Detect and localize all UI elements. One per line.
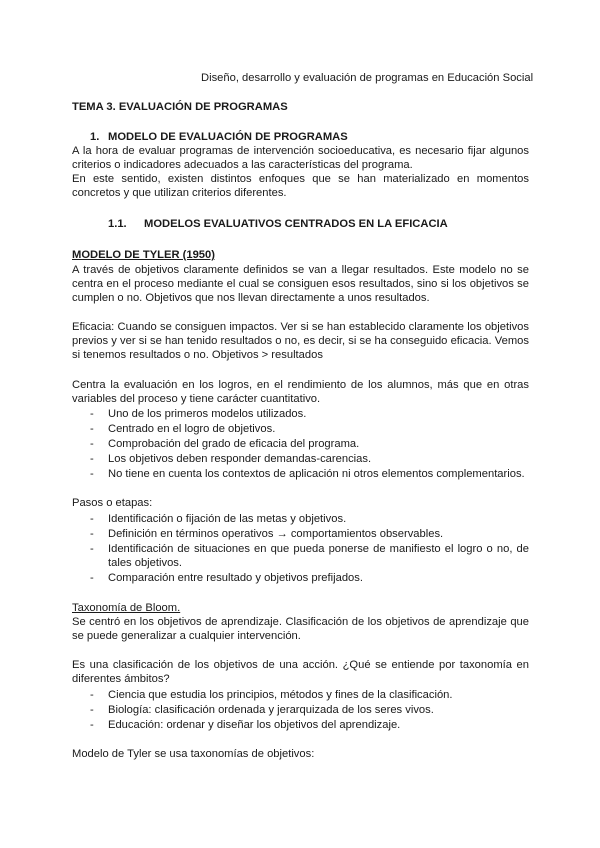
running-header: Diseño, desarrollo y evaluación de programas en Educación Social bbox=[201, 72, 534, 84]
list-item: Los objetivos deben responder demandas-carencias. bbox=[108, 453, 372, 465]
list-item: Biología: clasificación ordenada y jerarquizada de los seres vivos. bbox=[108, 704, 434, 716]
bullet-dash: - bbox=[90, 453, 94, 465]
eficacia-line2: previos y ver si se han tenido resultados o no, es decir, si se ha conseguido eficacia. Vemos bbox=[72, 335, 529, 347]
list-item: No tiene en cuenta los contextos de aplicación ni otros elementos complementarios. bbox=[108, 468, 525, 480]
tyler-intro-line1: A través de objetivos claramente definidos se van a llegar resultados. Este modelo no se bbox=[72, 264, 529, 276]
pasos-title: Pasos o etapas: bbox=[72, 497, 153, 509]
subsection-number: 1.1. bbox=[108, 218, 127, 230]
section-1-number: 1. bbox=[90, 131, 100, 143]
list-item: Ciencia que estudia los principios, métodos y fines de la clasificación. bbox=[108, 689, 453, 701]
list-item-continuation: tales objetivos. bbox=[108, 557, 183, 569]
list-item: Identificación de situaciones en que pueda ponerse de manifiesto el logro o no, de bbox=[108, 543, 529, 555]
tema-title: TEMA 3. EVALUACIÓN DE PROGRAMAS bbox=[72, 101, 288, 113]
list-item: Comprobación del grado de eficacia del programa. bbox=[108, 438, 360, 450]
bloom-title: Taxonomía de Bloom. bbox=[72, 602, 181, 614]
section-1-para1-line2: criterios o indicadores adecuados a las características del programa. bbox=[72, 159, 413, 171]
eficacia-line3: si tenemos resultados o no. Objetivos > resultados bbox=[72, 349, 323, 361]
list-item: Identificación o fijación de las metas y objetivos. bbox=[108, 513, 347, 525]
list-item: Definición en términos operativos → comportamientos observables. bbox=[108, 528, 444, 540]
tyler-title: MODELO DE TYLER (1950) bbox=[72, 249, 215, 261]
bullet-dash: - bbox=[90, 408, 94, 420]
eficacia-line1: Eficacia: Cuando se consiguen impactos. Ver si se han establecido claramente los objetivos bbox=[72, 321, 529, 333]
bullet-dash: - bbox=[90, 468, 94, 480]
bullet-dash: - bbox=[90, 572, 94, 584]
bullet-dash: - bbox=[90, 719, 94, 731]
section-1-para2-line2: concretos y que utilizan criterios diferentes. bbox=[72, 187, 287, 199]
bullet-dash: - bbox=[90, 438, 94, 450]
section-1-para2-line1: En este sentido, existen distintos enfoques que se han materializado en momentos bbox=[72, 173, 529, 185]
list-item: Educación: ordenar y diseñar los objetivos del aprendizaje. bbox=[108, 719, 401, 731]
section-1-title: MODELO DE EVALUACIÓN DE PROGRAMAS bbox=[108, 131, 348, 143]
list-item: Uno de los primeros modelos utilizados. bbox=[108, 408, 307, 420]
tyler-intro-line3: cumplen o no. Objetivos que nos llevan directamente a unos resultados. bbox=[72, 292, 430, 304]
bloom-question-line1: Es una clasificación de los objetivos de una acción. ¿Qué se entiende por taxonomía en bbox=[72, 659, 529, 671]
list-item: Centrado en el logro de objetivos. bbox=[108, 423, 276, 435]
bullet-dash: - bbox=[90, 513, 94, 525]
bloom-text-line2: se puede generalizar a cualquier intervención. bbox=[72, 630, 301, 642]
bullet-dash: - bbox=[90, 543, 94, 555]
bullet-dash: - bbox=[90, 423, 94, 435]
bloom-text-line1: Se centró en los objetivos de aprendizaje. Clasificación de los objetivos de aprendizaje que bbox=[72, 616, 529, 628]
section-1-para1-line1: A la hora de evaluar programas de intervención socioeducativa, es necesario fijar algunos bbox=[72, 145, 529, 157]
bullet-dash: - bbox=[90, 704, 94, 716]
bloom-final: Modelo de Tyler se usa taxonomías de objetivos: bbox=[72, 748, 315, 760]
bullet-dash: - bbox=[90, 528, 94, 540]
tyler-intro-line2: centra en el proceso mediante el cual se consiguen esos resultados, sino si los objetivos se bbox=[72, 278, 529, 290]
bloom-question-line2: diferentes ámbitos? bbox=[72, 673, 170, 685]
centra-line1: Centra la evaluación en los logros, en el rendimiento de los alumnos, más que en otras bbox=[72, 379, 529, 391]
bullet-dash: - bbox=[90, 689, 94, 701]
list-item: Comparación entre resultado y objetivos prefijados. bbox=[108, 572, 363, 584]
centra-line2: variables del proceso y tiene carácter cuantitativo. bbox=[72, 393, 321, 405]
subsection-title: MODELOS EVALUATIVOS CENTRADOS EN LA EFICACIA bbox=[144, 218, 448, 230]
